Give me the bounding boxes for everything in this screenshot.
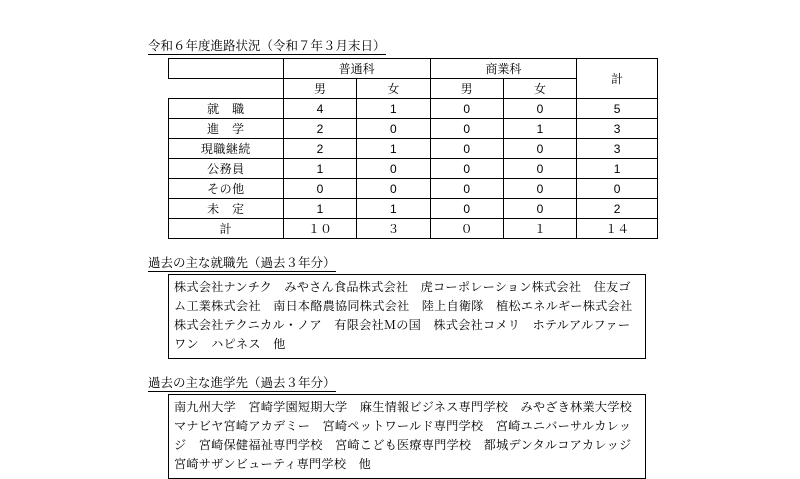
cell-employment-general-female: 1 (357, 99, 430, 119)
advancement-list-text: 南九州大学 宮崎学園短期大学 麻生情報ビジネス専門学校 みやざき林業大学校 マナビヤ宮崎アカデミー 宮崎ペットワールド専門学校 宮崎ユニバーサルカレッジ 宮崎保健福祉専門学校 宮崎こども医療専門学校 都城デンタルコアカレッジ 宮崎サザンビューティ専門学校 他 (174, 399, 645, 471)
group-header-general: 普通科 (283, 59, 430, 79)
cell-current-job-total: 3 (577, 139, 658, 159)
cell-current-job-commerce-female: 0 (503, 139, 576, 159)
table-empty-cell (169, 79, 284, 99)
page-title-text: 令和６年度進路状況（令和７年３月末日） (148, 39, 386, 53)
cell-advancement-commerce-female: 1 (503, 119, 576, 139)
document-content (148, 38, 648, 479)
group-header-commerce: 商業科 (430, 59, 577, 79)
group-header-total: 計 (577, 59, 658, 99)
cell-advancement-commerce-male: 0 (430, 119, 503, 139)
cell-employment-general-male: 4 (283, 99, 356, 119)
advancement-heading-text: 過去の主な進学先（過去３年分） (148, 375, 336, 390)
table-row (169, 199, 658, 219)
cell-advancement-general-female: 0 (357, 119, 430, 139)
sub-header-general-male: 男 (283, 79, 356, 99)
cell-public-servant-commerce-male: 0 (430, 159, 503, 179)
cell-public-servant-commerce-female: 0 (503, 159, 576, 179)
cell-public-servant-general-female: 0 (357, 159, 430, 179)
sub-header-general-female: 女 (357, 79, 430, 99)
row-label-current-job: 現職継続 (169, 139, 284, 159)
cell-other-general-male: 0 (283, 179, 356, 199)
cell-public-servant-total: 1 (577, 159, 658, 179)
advancement-heading (148, 373, 648, 391)
page-title (148, 38, 648, 54)
table-total-row (169, 219, 658, 239)
employment-heading-text: 過去の主な就職先（過去３年分） (148, 256, 336, 271)
sub-header-commerce-female: 女 (503, 79, 576, 99)
cell-total-grand: １４ (577, 219, 658, 239)
cell-other-total: 0 (577, 179, 658, 199)
cell-other-commerce-female: 0 (503, 179, 576, 199)
table-corner-cell (169, 59, 284, 79)
sub-header-commerce-male: 男 (430, 79, 503, 99)
table-row (169, 159, 658, 179)
cell-undecided-general-female: 1 (357, 199, 430, 219)
cell-undecided-total: 2 (577, 199, 658, 219)
cell-current-job-commerce-male: 0 (430, 139, 503, 159)
row-label-public-servant: 公務員 (169, 159, 284, 179)
cell-current-job-general-female: 1 (357, 139, 430, 159)
cell-total-general-female: ３ (357, 219, 430, 239)
cell-undecided-commerce-male: 0 (430, 199, 503, 219)
cell-total-general-male: １０ (283, 219, 356, 239)
advancement-list-box (168, 394, 646, 479)
cell-advancement-total: 3 (577, 119, 658, 139)
cell-undecided-commerce-female: 0 (503, 199, 576, 219)
employment-list-box (168, 274, 646, 359)
cell-employment-commerce-male: 0 (430, 99, 503, 119)
career-results-table (168, 58, 658, 239)
cell-public-servant-general-male: 1 (283, 159, 356, 179)
cell-undecided-general-male: 1 (283, 199, 356, 219)
table-row (169, 119, 658, 139)
cell-employment-total: 5 (577, 99, 658, 119)
cell-advancement-general-male: 2 (283, 119, 356, 139)
row-label-total: 計 (169, 219, 284, 239)
cell-other-commerce-male: 0 (430, 179, 503, 199)
cell-current-job-general-male: 2 (283, 139, 356, 159)
section-spacer (148, 359, 648, 373)
row-label-undecided: 未 定 (169, 199, 284, 219)
row-label-advancement: 進 学 (169, 119, 284, 139)
cell-employment-commerce-female: 0 (503, 99, 576, 119)
employment-heading (148, 253, 648, 271)
cell-total-commerce-male: ０ (430, 219, 503, 239)
table-group-header-row (169, 59, 658, 79)
table-row (169, 179, 658, 199)
table-row (169, 139, 658, 159)
cell-other-general-female: 0 (357, 179, 430, 199)
row-label-employment: 就 職 (169, 99, 284, 119)
cell-total-commerce-female: １ (503, 219, 576, 239)
employment-list-text: 株式会社ナンチク みやさん食品株式会社 虎コーポレーション株式会社 住友ゴム工業株式会社 南日本酪農協同株式会社 陸上自衛隊 植松エネルギー株式会社 株式会社テクニカル・ノア 有限会社Ｍの国 株式会社コメリ ホテルアルファーワン ハピネス 他 (174, 280, 645, 351)
section-spacer (148, 239, 648, 253)
table-row (169, 99, 658, 119)
row-label-other: その他 (169, 179, 284, 199)
